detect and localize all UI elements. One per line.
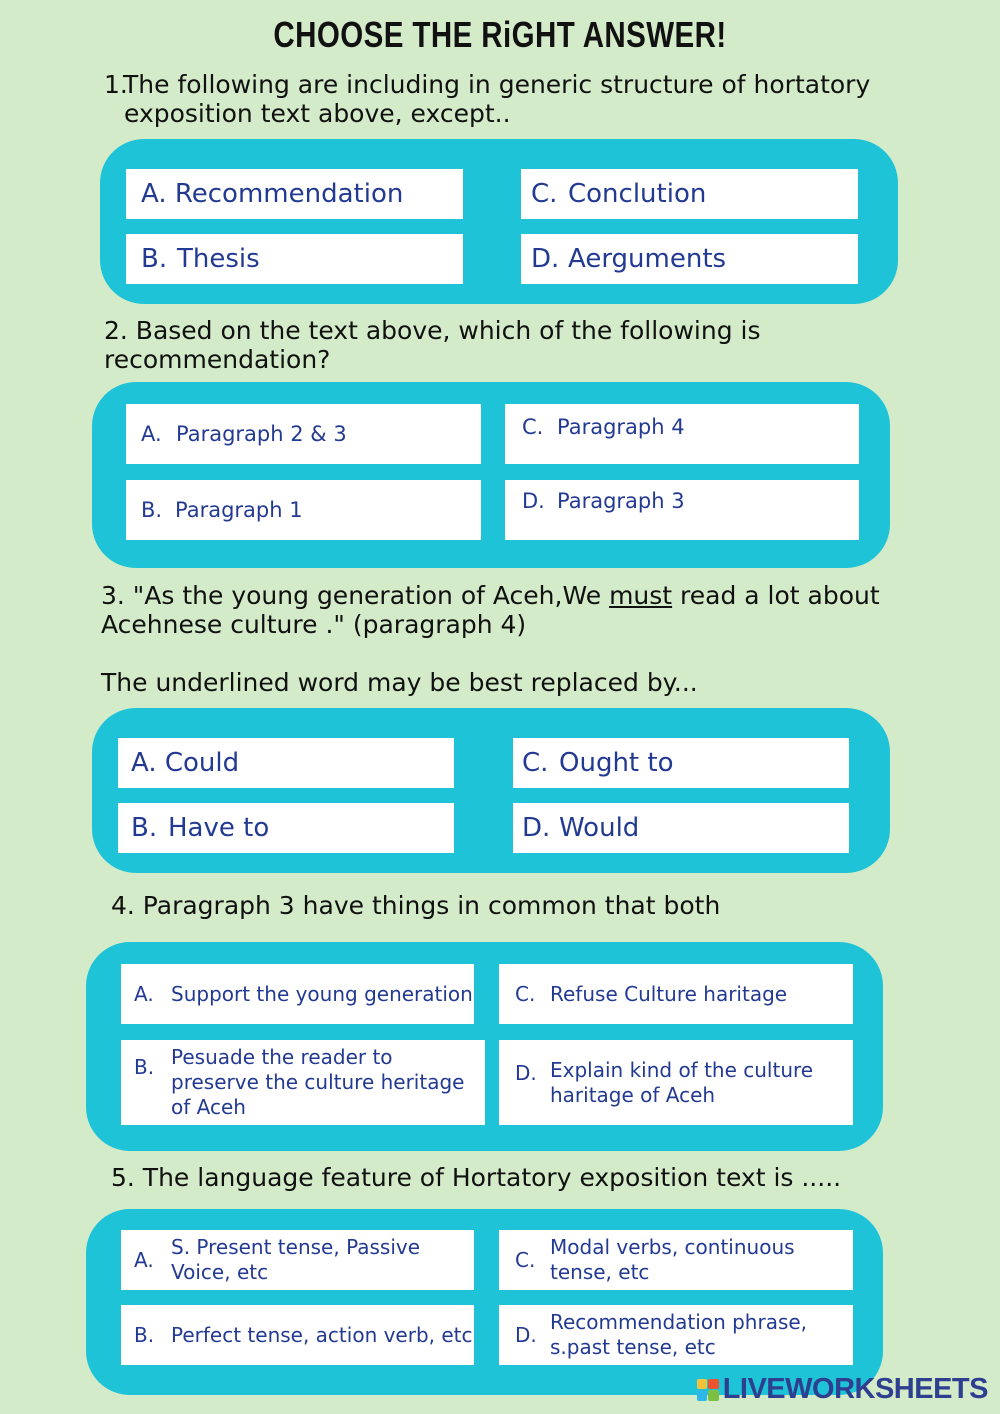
- liveworksheets-logo-icon: [697, 1379, 719, 1401]
- brand-name: LIVEWORKSHEETS: [722, 1373, 988, 1405]
- option-text: Explain kind of the culture haritage of Aceh: [550, 1057, 814, 1107]
- option-text: Could: [164, 748, 240, 778]
- option-letter: A.: [141, 422, 162, 446]
- option-text: Conclution: [568, 179, 707, 209]
- question-text-end: read a lot about: [672, 581, 880, 610]
- option-b[interactable]: [118, 803, 454, 853]
- option-letter: A.: [134, 981, 154, 1006]
- option-b[interactable]: [121, 1040, 485, 1125]
- question-prompt-text: The underlined word may be best replaced by...: [101, 668, 698, 697]
- option-a[interactable]: [126, 169, 463, 219]
- option-letter: C.: [522, 415, 544, 439]
- option-c[interactable]: [499, 964, 853, 1024]
- option-letter: D.: [515, 1322, 537, 1347]
- option-a[interactable]: [126, 404, 481, 464]
- option-letter: B.: [134, 1055, 155, 1079]
- answer-panel-5: [86, 1209, 883, 1395]
- option-letter: D.: [515, 1061, 537, 1085]
- question-text-line2: exposition text above, except..: [124, 99, 511, 128]
- option-d[interactable]: [499, 1305, 853, 1365]
- option-text: Paragraph 3: [557, 489, 685, 513]
- option-letter: C.: [522, 748, 549, 778]
- option-text: Aerguments: [568, 244, 727, 274]
- option-letter: C.: [531, 179, 558, 209]
- question-4: [111, 891, 720, 920]
- option-d[interactable]: [499, 1040, 853, 1125]
- option-text: Have to: [168, 813, 270, 843]
- option-a[interactable]: [118, 738, 454, 788]
- option-letter: D.: [531, 244, 560, 274]
- answer-panel-2: [92, 382, 890, 568]
- liveworksheets-brand[interactable]: [697, 1373, 988, 1406]
- question-2: [104, 316, 761, 374]
- logo-square-1: [697, 1379, 708, 1390]
- option-letter: D.: [522, 813, 551, 843]
- question-text: 4. Paragraph 3 have things in common that both: [111, 891, 721, 920]
- option-c[interactable]: [499, 1230, 853, 1290]
- option-c[interactable]: [521, 169, 858, 219]
- option-text: Paragraph 2 & 3: [176, 422, 347, 446]
- option-a[interactable]: [121, 964, 474, 1024]
- option-letter: B.: [134, 1322, 155, 1347]
- question-3: [101, 581, 880, 639]
- question-3-prompt: [101, 668, 698, 697]
- logo-square-2: [708, 1379, 719, 1390]
- logo-square-4: [708, 1390, 719, 1401]
- answer-panel-3: [92, 708, 890, 873]
- question-number: 1.: [104, 70, 128, 99]
- option-letter: B.: [131, 813, 158, 843]
- option-c[interactable]: [505, 404, 859, 464]
- page-title: CHOOSE THE RiGHT ANSWER!: [273, 14, 727, 55]
- option-letter: B.: [141, 244, 168, 274]
- question-text-line2: recommendation?: [104, 345, 331, 374]
- option-text: Refuse Culture haritage: [550, 981, 788, 1006]
- option-d[interactable]: [521, 234, 858, 284]
- option-text: Thesis: [177, 244, 260, 274]
- question-text-line2: Acehnese culture ." (paragraph 4): [101, 610, 527, 639]
- underlined-word: must: [609, 581, 673, 610]
- option-b[interactable]: [126, 480, 481, 540]
- option-text: Paragraph 4: [557, 415, 685, 439]
- question-1: [104, 70, 870, 128]
- question-text: The following are including in generic structure of hortatory: [123, 70, 871, 99]
- option-letter: A.: [141, 179, 167, 209]
- logo-square-3: [697, 1390, 708, 1401]
- option-letter: C.: [515, 981, 536, 1006]
- question-text: 2. Based on the text above, which of the following is: [104, 316, 761, 345]
- answer-panel-4: [86, 942, 883, 1151]
- option-text: S. Present tense, Passive Voice, etc: [171, 1235, 421, 1284]
- option-c[interactable]: [513, 738, 849, 788]
- option-text: Ought to: [559, 748, 674, 778]
- option-b[interactable]: [126, 234, 463, 284]
- option-text: Perfect tense, action verb, etc: [171, 1322, 473, 1347]
- option-d[interactable]: [505, 480, 859, 540]
- option-letter: B.: [141, 498, 163, 522]
- option-text: Paragraph 1: [175, 498, 303, 522]
- option-letter: C.: [515, 1247, 536, 1272]
- option-text: Recommendation phrase, s.past tense, etc: [550, 1310, 808, 1359]
- option-letter: D.: [522, 489, 545, 513]
- option-d[interactable]: [513, 803, 849, 853]
- option-text: Recommendation: [174, 179, 404, 209]
- option-a[interactable]: [121, 1230, 474, 1290]
- question-text: 5. The language feature of Hortatory exposition text is .....: [111, 1163, 842, 1192]
- option-text: Pesuade the reader to preserve the culture heritage of Aceh: [171, 1045, 465, 1119]
- option-letter: A.: [131, 748, 157, 778]
- option-text: Would: [559, 813, 640, 843]
- answer-panel-1: [100, 139, 898, 304]
- option-text: Modal verbs, continuous tense, etc: [550, 1235, 795, 1284]
- option-text: Support the young generation: [171, 981, 473, 1006]
- option-b[interactable]: [121, 1305, 474, 1365]
- question-text: 3. "As the young generation of Aceh,We: [101, 581, 610, 610]
- option-letter: A.: [134, 1247, 154, 1272]
- question-5: [111, 1163, 841, 1192]
